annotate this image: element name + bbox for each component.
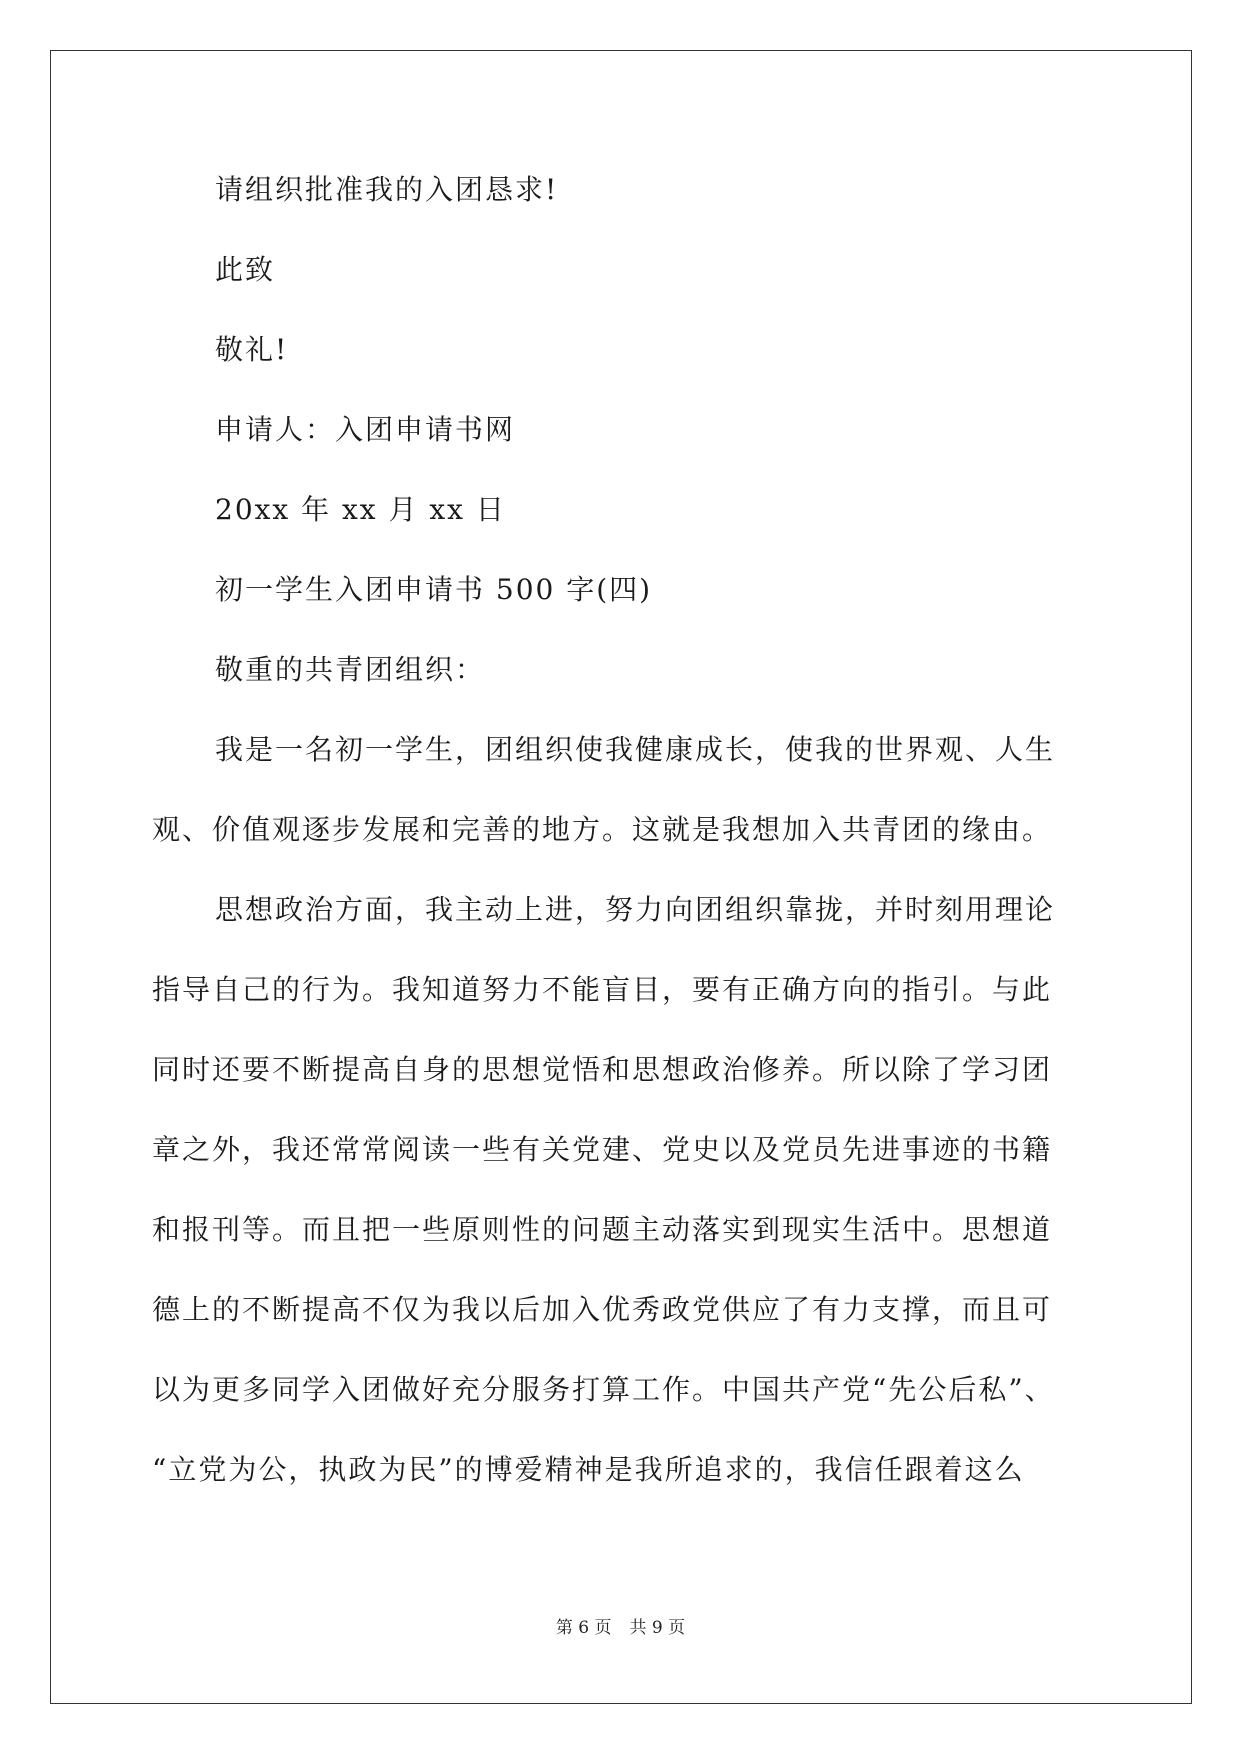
text-line: 以为更多同学入团做好充分服务打算工作。中国共产党“先公后私”、 (152, 1373, 1055, 1406)
text-line: 敬礼! (215, 333, 289, 366)
text-line: 敬重的共青团组织： (215, 653, 486, 686)
text-line: 指导自己的行为。我知道努力不能盲目，要有正确方向的指引。与此 (152, 973, 1053, 1006)
text-line: 德上的不断提高不仅为我以后加入优秀政党供应了有力支撑，而且可 (152, 1293, 1053, 1326)
text-line: 观、价值观逐步发展和完善的地方。这就是我想加入共青团的缘由。 (152, 813, 1053, 846)
text-line: 我是一名初一学生，团组织使我健康成长，使我的世界观、人生 (215, 733, 1056, 766)
page-number: 第 6 页 (555, 1618, 612, 1638)
text-line: 初一学生入团申请书 500 字(四) (215, 573, 653, 606)
text-line: 20xx 年 xx 月 xx 日 (215, 493, 506, 526)
text-line: 思想政治方面，我主动上进，努力向团组织靠拢，并时刻用理论 (215, 893, 1056, 926)
text-line: 章之外，我还常常阅读一些有关党建、党史以及党员先进事迹的书籍 (152, 1133, 1053, 1166)
text-line: 申请人：入团申请书网 (215, 413, 516, 446)
text-line: 此致 (215, 253, 276, 286)
page-footer (0, 1616, 1241, 1640)
text-line: 和报刊等。而且把一些原则性的问题主动落实到现实生活中。思想道 (152, 1213, 1053, 1246)
text-line: 同时还要不断提高自身的思想觉悟和思想政治修养。所以除了学习团 (152, 1053, 1053, 1086)
text-line: 请组织批准我的入团恳求! (215, 173, 559, 206)
text-line: “立党为公，执政为民”的博爱精神是我所追求的，我信任跟着这么 (152, 1453, 1025, 1486)
page-total: 共 9 页 (629, 1618, 686, 1638)
